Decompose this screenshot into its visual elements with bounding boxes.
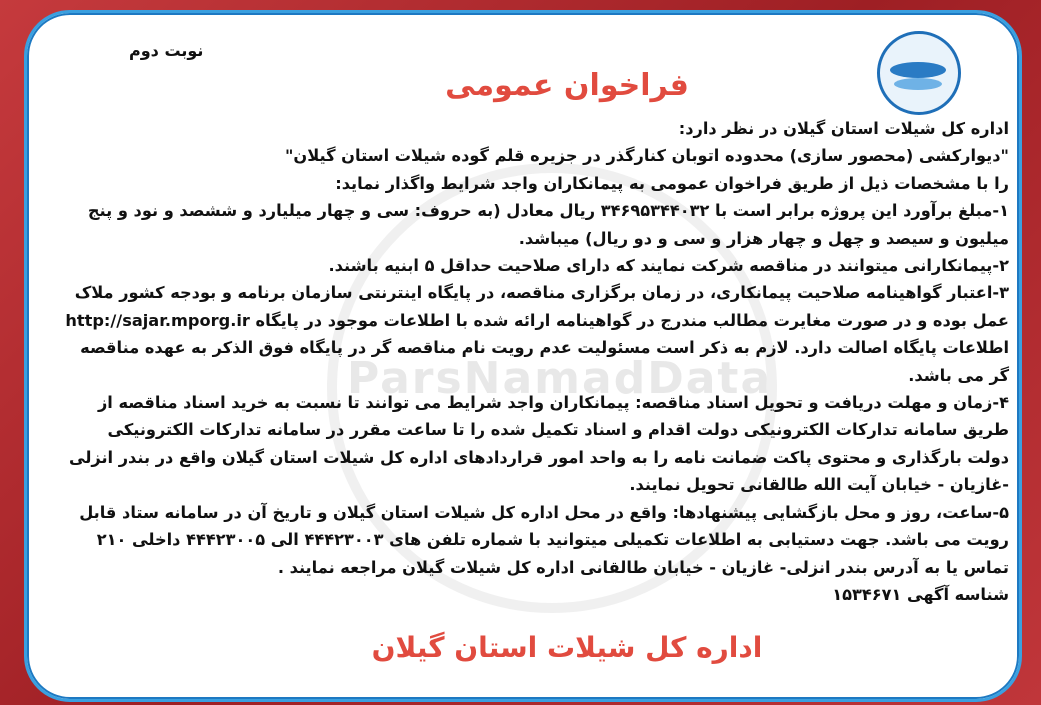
body-item-4: ۴-زمان و مهلت دریافت و تحویل اسناد مناقصه: پیمانکاران واجد شرایط می توانند تا نسبت به خرید اسناد مناقصه از طریق سامانه تدارکات الکترونیکی دولت اقدام و اسناد تکمیل شده را تا ساعت مقرر در سامانه تدارکات الکترونیکی دولت بارگذاری و محتوی پاکت ضمانت نامه را به واحد امور قراردادهای اداره کل شیلات استان گیلان واقع در بندر انزلی -غازیان - خیابان آیت الله طالقانی تحویل نمایند.	[68, 393, 1009, 495]
round-label: نوبت دوم	[129, 41, 204, 60]
body-item-3: ۳-اعتبار گواهینامه صلاحیت پیمانکاری، در زمان برگزاری مناقصه، در پایگاه اینترنتی سازمان برنامه و بودجه کشور ملاک عمل بوده و در صورت مغایرت مطالب مندرج در گواهینامه ارائه شده با اطلاعات موجود در پایگاه http://sajar.mporg.ir اطلاعات پایگاه اصالت دارد. لازم به ذکر است مسئولیت عدم رویت نام مناقصه گر در پایگاه فوق الذکر به عهده مناقصه گر می باشد.	[65, 283, 1009, 385]
fisheries-logo-icon	[877, 31, 961, 115]
notice-title: فراخوان عمومی	[445, 68, 689, 103]
signature: اداره کل شیلات استان گیلان	[371, 631, 763, 664]
watermark-text: ParsNamadData	[347, 353, 773, 404]
notice-panel	[24, 10, 1022, 702]
body-line: را با مشخصات ذیل از طریق فراخوان عمومی به پیمانکاران واجد شرایط واگذار نماید:	[335, 173, 1009, 193]
body-item-1: ۱-مبلغ برآورد این پروژه برابر است با ۳۴۶۹۵۳۴۴۰۳۲ ریال معادل (به حروف: سی و چهار میلیارد و ششصد و نود و پنج میلیون و سیصد و چهل و چهار هزار و سی و دو ریال) میباشد.	[87, 201, 1009, 248]
body-item-5: ۵-ساعت، روز و محل بازگشایی پیشنهادها: واقع در محل اداره کل شیلات استان گیلان و تاریخ آن در سامانه ستاد قابل رویت می باشد. جهت دستیابی به اطلاعات تکمیلی میتوانید با شماره تلفن های ۴۴۴۲۳۰۰۳ الی ۴۴۴۲۳۰۰۵ داخلی ۲۱۰ تماس یا به آدرس بندر انزلی- غازیان - خیابان طالقانی اداره کل شیلات گیلان مراجعه نمایند .	[79, 502, 1009, 577]
ad-id: شناسه آگهی ۱۵۳۴۶۷۱	[832, 584, 1009, 604]
body-line: "دیوارکشی (محصور سازی) محدوده اتوبان کنارگذر در جزیره قلم گوده شیلات استان گیلان"	[284, 146, 1009, 166]
notice-body	[61, 115, 1009, 608]
body-line: اداره کل شیلات استان گیلان در نظر دارد:	[678, 119, 1009, 138]
body-item-2: ۲-پیمانکارانی میتوانند در مناقصه شرکت نمایند که دارای صلاحیت حداقل ۵ ابنیه باشند.	[328, 256, 1009, 276]
